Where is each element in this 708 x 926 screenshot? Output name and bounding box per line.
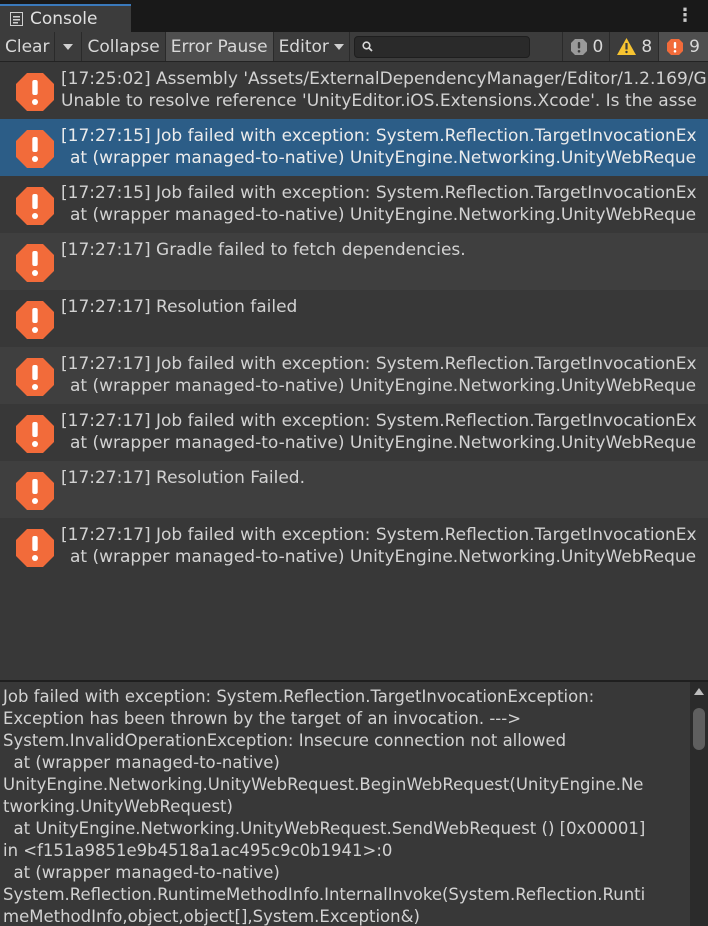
stack-trace-line: UnityEngine.Networking.UnityWebRequest.BeginWebRequest(UnityEngine.Ne [3,775,644,794]
error-icon [14,356,56,398]
error-pause-button[interactable] [166,32,274,61]
error-icon [14,527,56,569]
log-message: [17:27:17] Gradle failed to fetch dependencies. [61,240,466,260]
info-message-icon [569,37,589,57]
error-icon [14,413,56,455]
warning-icon [616,37,637,56]
error-icon [14,242,56,284]
log-message-second-line: at (wrapper managed-to-native) UnityEngine.Networking.UnityWebReque [70,433,697,453]
editor-dropdown[interactable] [274,32,350,61]
stack-trace-line: at (wrapper managed-to-native) [3,753,280,772]
log-entry[interactable] [0,62,708,119]
warning-toggle[interactable] [609,32,658,61]
chevron-down-icon [63,44,73,50]
stack-trace-line: in <f151a9851e9b4518a1ac495c9c0b1941>:0 [3,841,393,860]
tab-title: Console [30,9,98,29]
log-entry[interactable] [0,119,708,176]
stack-trace-line: meMethodInfo,object,object[],System.Exception&) [3,907,420,926]
log-entry[interactable] [0,461,708,518]
log-message: [17:25:02] Assembly 'Assets/ExternalDependencyManager/Editor/1.2.169/G [61,69,707,89]
log-message: [17:27:17] Job failed with exception: System.Reflection.TargetInvocationEx [61,411,697,431]
more-options-icon[interactable]: ⋮ [676,5,694,26]
detail-scrollbar[interactable] [690,682,708,926]
stack-trace-line: at (wrapper managed-to-native) [3,863,280,882]
log-message-second-line: at (wrapper managed-to-native) UnityEngine.Networking.UnityWebReque [70,205,697,225]
scroll-thumb[interactable] [693,708,705,750]
error-icon [14,71,56,113]
log-message: [17:27:15] Job failed with exception: System.Reflection.TargetInvocationEx [61,126,697,146]
stack-trace-line: Exception has been thrown by the target of an invocation. ---> [3,709,522,728]
stack-trace-line: System.InvalidOperationException: Insecure connection not allowed [3,731,567,750]
console-icon [10,12,23,26]
stack-trace-line: at UnityEngine.Networking.UnityWebRequest.SendWebRequest () [0x00001] [3,819,646,838]
log-message-second-line: at (wrapper managed-to-native) UnityEngine.Networking.UnityWebReque [70,376,697,396]
log-message: [17:27:15] Job failed with exception: System.Reflection.TargetInvocationEx [61,183,697,203]
log-list [0,62,708,680]
log-message: [17:27:17] Job failed with exception: System.Reflection.TargetInvocationEx [61,354,697,374]
clear-button[interactable] [0,32,55,61]
log-entry[interactable] [0,347,708,404]
search-input[interactable] [379,39,519,55]
collapse-button[interactable] [82,32,165,61]
error-count: 9 [689,36,700,57]
scroll-up-arrow-icon[interactable] [694,688,704,695]
error-toggle[interactable] [658,32,708,61]
log-message-second-line: at (wrapper managed-to-native) UnityEngine.Networking.UnityWebReque [70,148,697,168]
info-toggle[interactable] [562,32,610,61]
log-detail-panel [0,682,708,926]
log-message-second-line: at (wrapper managed-to-native) UnityEngine.Networking.UnityWebReque [70,547,697,567]
error-icon [665,37,685,57]
clear-options-dropdown[interactable] [55,32,82,61]
log-message: [17:27:17] Resolution failed [61,297,298,317]
tab-console[interactable] [0,4,131,32]
stack-trace-line: tworking.UnityWebRequest) [3,797,233,816]
console-toolbar [0,32,708,62]
log-entry[interactable] [0,233,708,290]
tab-bar [0,0,708,32]
search-field[interactable] [354,36,530,58]
error-icon [14,128,56,170]
log-entry[interactable] [0,518,708,575]
stack-trace-line: Job failed with exception: System.Reflection.TargetInvocationException: [3,687,595,706]
log-message: [17:27:17] Resolution Failed. [61,468,305,488]
log-message-second-line: Unable to resolve reference 'UnityEditor.iOS.Extensions.Xcode'. Is the asse [61,91,697,111]
collapse-label: Collapse [87,36,160,57]
stack-trace-text[interactable] [3,686,687,926]
stack-trace-line: System.Reflection.RuntimeMethodInfo.InternalInvoke(System.Reflection.Runti [3,885,646,904]
chevron-down-icon [334,44,344,50]
search-icon [362,41,373,52]
editor-label: Editor [278,36,329,57]
error-icon [14,470,56,512]
log-entry[interactable] [0,404,708,461]
toolbar-spacer [530,32,562,61]
info-count: 0 [592,36,604,57]
error-pause-label: Error Pause [170,36,268,57]
log-entry[interactable] [0,176,708,233]
error-icon [14,299,56,341]
clear-label: Clear [5,36,50,57]
log-entry[interactable] [0,290,708,347]
error-icon [14,185,56,227]
warning-count: 8 [641,36,653,57]
log-message: [17:27:17] Job failed with exception: System.Reflection.TargetInvocationEx [61,525,697,545]
